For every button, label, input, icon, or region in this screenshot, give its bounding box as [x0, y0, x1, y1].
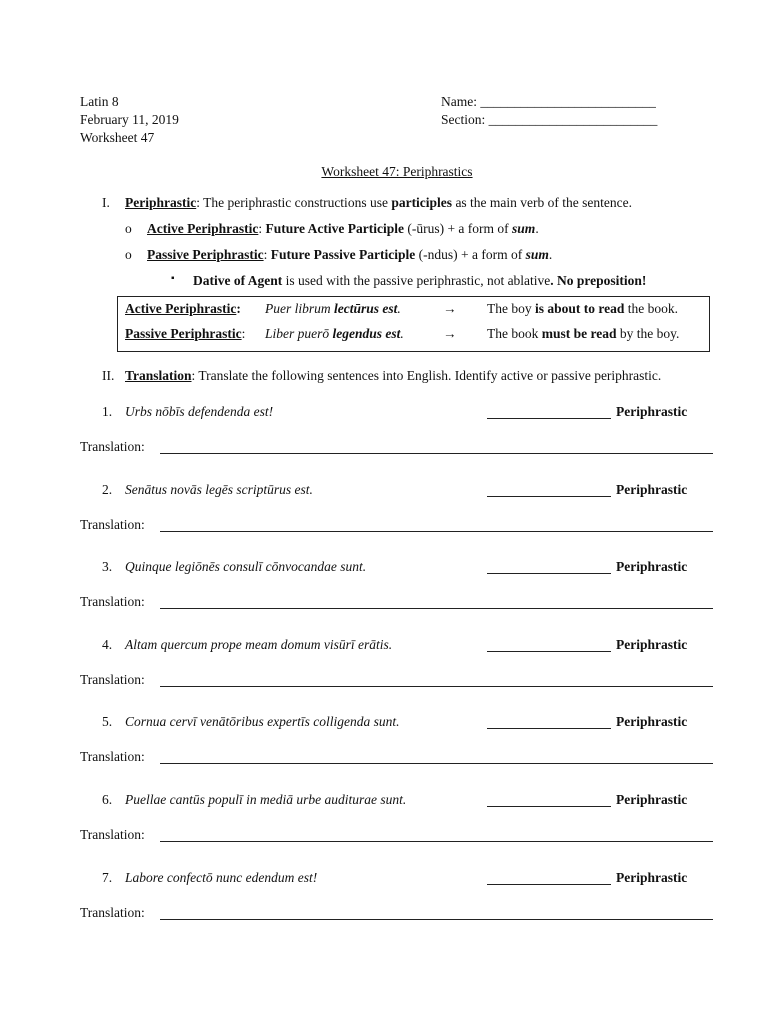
section-1-numeral: I. [102, 195, 110, 210]
translation-answer-line[interactable] [160, 608, 713, 609]
section-2-numeral: II. [102, 368, 115, 383]
course-label: Latin 8 [80, 94, 119, 109]
bullet-marker: o [125, 247, 132, 262]
periphrastic-label: Periphrastic [616, 559, 688, 574]
bullet-end: . [535, 221, 539, 236]
exercise-number: 3. [102, 559, 113, 574]
example-row-passive [125, 326, 701, 346]
translation-label: Translation: [80, 905, 145, 920]
worksheet-number-label: Worksheet 47 [80, 130, 155, 145]
section-2-heading: Translation [125, 368, 192, 383]
section-1-text [125, 195, 632, 211]
periphrastic-label: Periphrastic [616, 637, 688, 652]
translation-label: Translation: [80, 827, 145, 842]
latin-sentence: Labore confectō nunc edendum est! [125, 870, 318, 885]
sub-bullet-dative-of-agent [193, 273, 646, 289]
translation-label: Translation: [80, 672, 145, 687]
periphrastic-label: Periphrastic [616, 714, 688, 729]
translation-answer-line[interactable] [160, 686, 713, 687]
periphrastic-label: Periphrastic [616, 404, 688, 419]
bullet-sum: sum [512, 221, 536, 236]
example-english: The book must be read by the boy. [487, 326, 680, 341]
exercise-number: 1. [102, 404, 113, 419]
exercise-number: 7. [102, 870, 113, 885]
latin-sentence: Cornua cervī venātōribus expertīs colligenda sunt. [125, 714, 400, 729]
sub-bullet-bold-b: . No preposition! [550, 273, 647, 288]
bullet-sum: sum [525, 247, 549, 262]
sub-bullet-text: is used with the passive periphrastic, not ablative [282, 273, 551, 288]
example-latin: Puer librum lectūrus est. [265, 301, 401, 316]
sub-bullet-marker: ▪ [171, 273, 175, 284]
arrow-icon: → [443, 326, 457, 341]
bullet-bold-desc: Future Passive Participle [270, 247, 416, 262]
periphrastic-type-blank[interactable] [487, 573, 611, 574]
bullet-desc: (-ūrus) + a form of [403, 221, 513, 236]
periphrastic-type-blank[interactable] [487, 651, 611, 652]
bullet-active-periphrastic [147, 221, 539, 237]
section-1-heading: Periphrastic [125, 195, 197, 210]
arrow-icon: → [443, 301, 457, 316]
periphrastic-type-blank[interactable] [487, 496, 611, 497]
translation-label: Translation: [80, 517, 145, 532]
date-label: February 11, 2019 [80, 112, 179, 127]
bullet-end: . [548, 247, 553, 262]
exercise-number: 5. [102, 714, 113, 729]
latin-sentence: Quinque legiōnēs consulī cōnvocandae sunt. [125, 559, 367, 574]
periphrastic-type-blank[interactable] [487, 728, 611, 729]
bullet-desc: (-ndus) + a form of [415, 247, 526, 262]
example-row-active [125, 301, 701, 321]
periphrastic-type-blank[interactable] [487, 884, 611, 885]
translation-label: Translation: [80, 749, 145, 764]
translation-answer-line[interactable] [160, 919, 713, 920]
exercise-number: 6. [102, 792, 113, 807]
bullet-marker: o [125, 221, 132, 236]
example-english: The boy is about to read the book. [487, 301, 679, 316]
periphrastic-type-blank[interactable] [487, 418, 611, 419]
sub-bullet-bold-a: Dative of Agent [193, 273, 283, 288]
section-2-instructions: : Translate the following sentences into English. Identify active or passive periphrastic. [191, 368, 662, 383]
bullet-colon: : [258, 221, 266, 236]
section-1-text-bold: participles [391, 195, 453, 210]
exercise-number: 4. [102, 637, 113, 652]
exercise-number: 2. [102, 482, 113, 497]
periphrastic-label: Periphrastic [616, 870, 688, 885]
section-field[interactable]: Section: _________________________ [441, 112, 658, 127]
periphrastic-type-blank[interactable] [487, 806, 611, 807]
example-term: Active Periphrastic: [125, 301, 241, 316]
page-title: Worksheet 47: Periphrastics [321, 164, 473, 179]
translation-answer-line[interactable] [160, 531, 713, 532]
example-term: Passive Periphrastic: [125, 326, 246, 341]
latin-sentence: Altam quercum prope meam domum visūrī erātis. [125, 637, 393, 652]
bullet-passive-periphrastic [147, 247, 552, 263]
periphrastic-label: Periphrastic [616, 482, 688, 497]
latin-sentence: Senātus novās legēs scriptūrus est. [125, 482, 313, 497]
name-field[interactable]: Name: __________________________ [441, 94, 656, 109]
example-latin: Liber puerō legendus est. [265, 326, 404, 341]
example-box [117, 296, 710, 352]
translation-label: Translation: [80, 594, 145, 609]
latin-sentence: Urbs nōbīs defendenda est! [125, 404, 274, 419]
periphrastic-label: Periphrastic [616, 792, 688, 807]
bullet-term: Active Periphrastic [147, 221, 259, 236]
translation-answer-line[interactable] [160, 453, 713, 454]
translation-label: Translation: [80, 439, 145, 454]
section-1-text-b: as the main verb of the sentence. [452, 195, 632, 210]
section-1-text-a: : The periphrastic constructions use [196, 195, 392, 210]
bullet-bold-desc: Future Active Participle [265, 221, 404, 236]
bullet-colon: : [263, 247, 271, 262]
bullet-term: Passive Periphrastic [147, 247, 264, 262]
translation-answer-line[interactable] [160, 841, 713, 842]
translation-answer-line[interactable] [160, 763, 713, 764]
latin-sentence: Puellae cantūs populī in mediā urbe auditurae sunt. [125, 792, 407, 807]
section-2-text [125, 368, 661, 384]
